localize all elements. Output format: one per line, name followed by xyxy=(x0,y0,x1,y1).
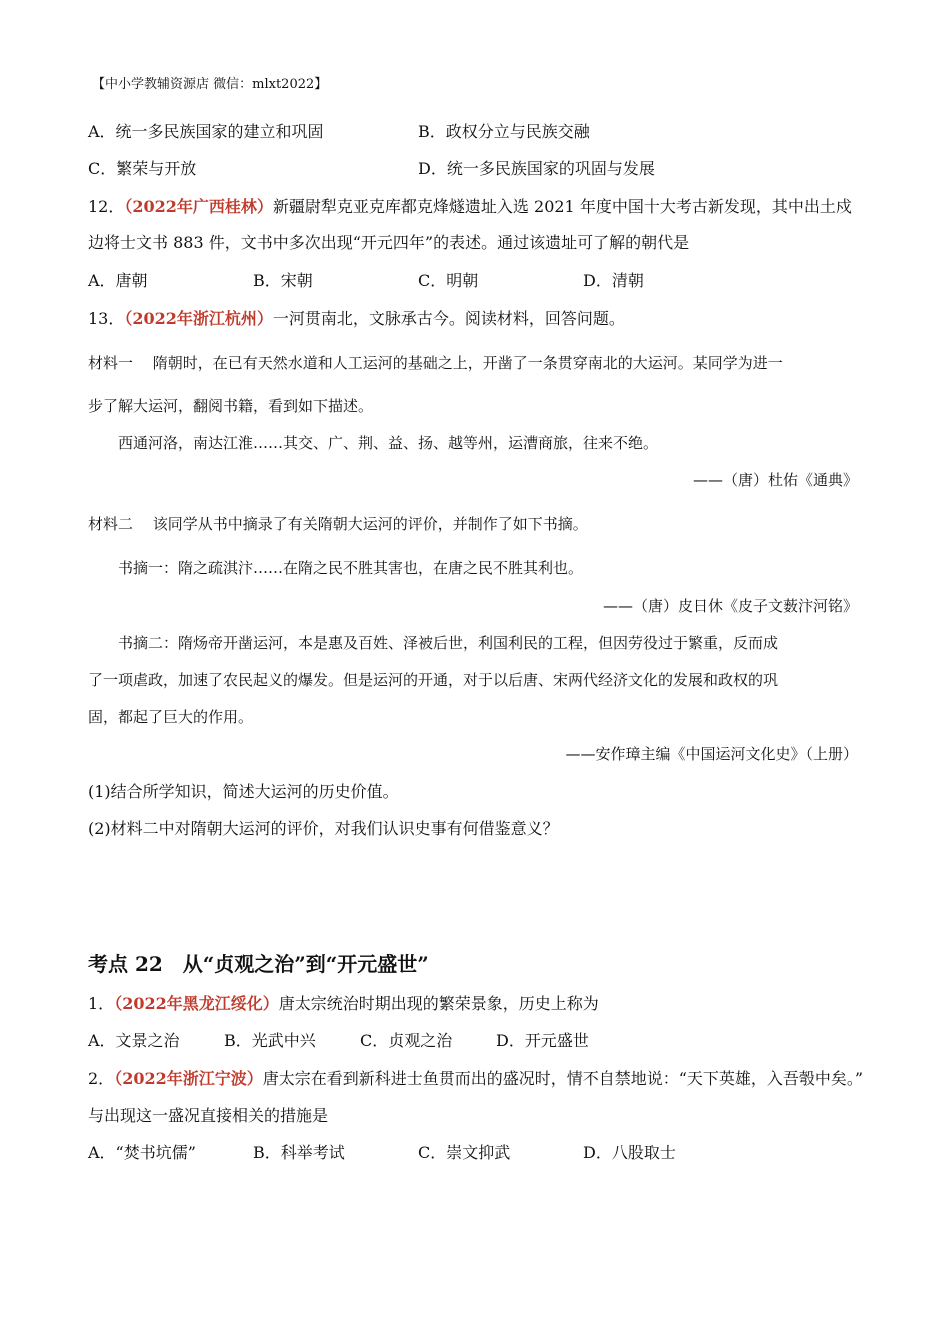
q11-option-d: D．统一多民族国家的巩固与发展 xyxy=(418,159,655,178)
q11-option-b: B．政权分立与民族交融 xyxy=(418,122,590,141)
s1-option-a: A．文景之治 xyxy=(88,1031,180,1050)
q13-subquestion-2: (2)材料二中对隋朝大运河的评价，对我们认识史事有何借鉴意义？ xyxy=(88,819,559,838)
section-title: 考点 22 从“贞观之治”到“开元盛世” xyxy=(88,952,429,976)
material2-line: 材料二 该同学从书中摘录了有关隋朝大运河的评价，并制作了如下书摘。 xyxy=(88,515,588,533)
q12-option-d: D．清朝 xyxy=(583,271,644,290)
s1-stem xyxy=(88,994,599,1014)
q11-option-c: C．繁荣与开放 xyxy=(88,159,197,178)
s2-option-d: D．八股取士 xyxy=(583,1143,676,1162)
s1-source: （2022年黑龙江绥化） xyxy=(114,994,279,1013)
q12-stem-line1 xyxy=(88,197,852,217)
s1-option-b: B．光武中兴 xyxy=(224,1031,316,1050)
s2-text1: 唐太宗在看到新科进士鱼贯而出的盛况时，情不自禁地说：“天下英雄，入吾彀中矣。” xyxy=(262,1069,864,1088)
q12-option-b: B．宋朝 xyxy=(253,271,313,290)
q13-text: 一河贯南北，文脉承古今。阅读材料，回答问题。 xyxy=(272,309,625,328)
s2-number: 2． xyxy=(88,1069,115,1088)
excerpt2-line3: 固，都起了巨大的作用。 xyxy=(88,708,254,726)
q13-stem xyxy=(88,309,625,329)
s1-option-c: C．贞观之治 xyxy=(360,1031,453,1050)
s1-option-d: D．开元盛世 xyxy=(496,1031,589,1050)
q12-source: （2022年广西桂林） xyxy=(124,197,273,216)
q11-option-a: A．统一多民族国家的建立和巩固 xyxy=(88,122,324,141)
material1-line2: 步了解大运河，翻阅书籍，看到如下描述。 xyxy=(88,397,374,415)
s1-number: 1． xyxy=(88,994,115,1013)
q12-stem-line2: 边将士文书 883 件，文书中多次出现“开元四年”的表述。通过该遗址可了解的朝代是 xyxy=(88,233,690,252)
material1-line1: 材料一 隋朝时，在已有天然水道和人工运河的基础之上，开凿了一条贯穿南北的大运河。某同学为进一 xyxy=(88,354,783,372)
q12-number: 12． xyxy=(88,197,125,216)
page-header: 【中小学教辅资源店 微信：mlxt2022】 xyxy=(92,77,328,92)
q13-subquestion-1: (1)结合所学知识，简述大运河的历史价值。 xyxy=(88,782,399,801)
excerpt2-citation: ——安作璋主编《中国运河文化史》（上册） xyxy=(565,745,858,763)
s2-stem-line2: 与出现这一盛况直接相关的措施是 xyxy=(88,1106,329,1125)
material1-citation: ——（唐）杜佑《通典》 xyxy=(692,471,858,489)
q12-text1: 新疆尉犁克亚克库都克烽燧遗址入选 2021 年度中国十大考古新发现，其中出土戍 xyxy=(272,197,852,216)
excerpt2-line1: 书摘二：隋炀帝开凿运河，本是惠及百姓、泽被后世，利国利民的工程，但因劳役过于繁重，反而成 xyxy=(118,634,779,652)
s2-option-b: B．科举考试 xyxy=(253,1143,345,1162)
s2-source: （2022年浙江宁波） xyxy=(114,1069,263,1088)
excerpt1-citation: ——（唐）皮日休《皮子文薮汴河铭》 xyxy=(602,597,858,615)
q12-option-a: A．唐朝 xyxy=(88,271,148,290)
excerpt1: 书摘一：隋之疏淇汴……在隋之民不胜其害也，在唐之民不胜其利也。 xyxy=(118,559,584,577)
q12-option-c: C．明朝 xyxy=(418,271,479,290)
s2-option-a: A．“焚书坑儒” xyxy=(88,1143,196,1162)
s1-text: 唐太宗统治时期出现的繁荣景象，历史上称为 xyxy=(278,994,599,1013)
s2-option-c: C．崇文抑武 xyxy=(418,1143,511,1162)
s2-stem-line1 xyxy=(88,1069,863,1089)
excerpt2-line2: 了一项虐政，加速了农民起义的爆发。但是运河的开通，对于以后唐、宋两代经济文化的发展和政权的巩 xyxy=(88,671,779,689)
q13-source: （2022年浙江杭州） xyxy=(124,309,273,328)
material1-quote: 西通河洛，南达江淮……其交、广、荆、益、扬、越等州，运漕商旅，往来不绝。 xyxy=(118,434,659,452)
q13-number: 13． xyxy=(88,309,125,328)
